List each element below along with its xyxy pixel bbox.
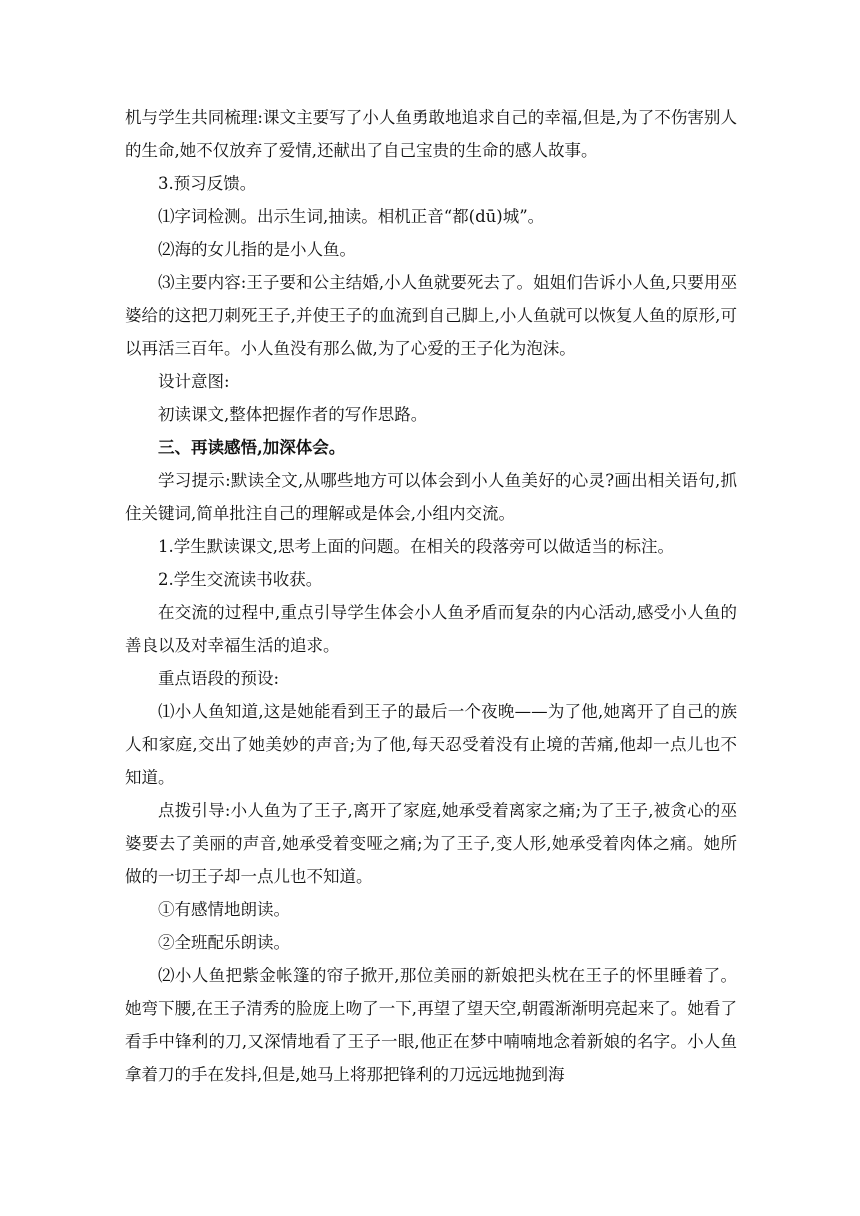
paragraph-7: 初读课文,整体把握作者的写作思路。 [158,405,428,424]
paragraph-18: ⑵小人鱼把紫金帐篷的帘子掀开,那位美丽的新娘把头枕在王子的怀里睡着了。她弯下腰,在王子清秀的脸庞上吻了一下,再望了望天空,朝霞渐渐明亮起来了。她看了看手中锋利的刀,又深情地看了王子一眼,他正在梦中喃喃地念着新娘的名字。小人鱼拿着刀的手在发抖,但是,她马上将那把锋利的刀远远地抛到海 [125,966,737,1084]
paragraph-17: ②全班配乐朗读。 [158,933,290,952]
paragraph-9: 学习提示:默读全文,从哪些地方可以体会到小人鱼美好的心灵?画出相关语句,抓住关键词,简单批注自己的理解或是体会,小组内交流。 [125,471,737,523]
paragraph-4: ⑵海的女儿指的是小人鱼。 [158,240,356,259]
paragraph-10: 1.学生默读课文,思考上面的问题。在相关的段落旁可以做适当的标注。 [158,537,674,556]
paragraph-6: 设计意图: [158,372,230,391]
section-heading: 三、再读感悟,加深体会。 [158,438,346,457]
paragraph-3: ⑴字词检测。出示生词,抽读。相机正音“都(dū)城”。 [158,207,545,226]
paragraph-13: 重点语段的预设: [158,669,280,688]
paragraph-2: 3.预习反馈。 [158,174,257,193]
paragraph-16: ①有感情地朗读。 [158,900,290,919]
paragraph-14: ⑴小人鱼知道,这是她能看到王子的最后一个夜晚——为了他,她离开了自己的族人和家庭,交出了她美妙的声音;为了他,每天忍受着没有止境的苦痛,他却一点儿也不知道。 [125,702,737,787]
paragraph-5: ⑶主要内容:王子要和公主结婚,小人鱼就要死去了。姐姐们告诉小人鱼,只要用巫婆给的这把刀刺死王子,并使王子的血流到自己脚上,小人鱼就可以恢复人鱼的原形,可以再活三百年。小人鱼没有那么做,为了心爱的王子化为泡沫。 [125,273,737,358]
paragraph-11: 2.学生交流读书收获。 [158,570,323,589]
paragraph-1: 机与学生共同梳理:课文主要写了小人鱼勇敢地追求自己的幸福,但是,为了不伤害别人的生命,她不仅放弃了爱情,还献出了自己宝贵的生命的感人故事。 [125,108,737,160]
paragraph-12: 在交流的过程中,重点引导学生体会小人鱼矛盾而复杂的内心活动,感受小人鱼的善良以及对幸福生活的追求。 [125,603,737,655]
paragraph-15: 点拨引导:小人鱼为了王子,离开了家庭,她承受着离家之痛;为了王子,被贪心的巫婆要去了美丽的声音,她承受着变哑之痛;为了王子,变人形,她承受着肉体之痛。她所做的一切王子却一点儿也不知道。 [125,801,737,886]
document-body [125,101,737,1091]
